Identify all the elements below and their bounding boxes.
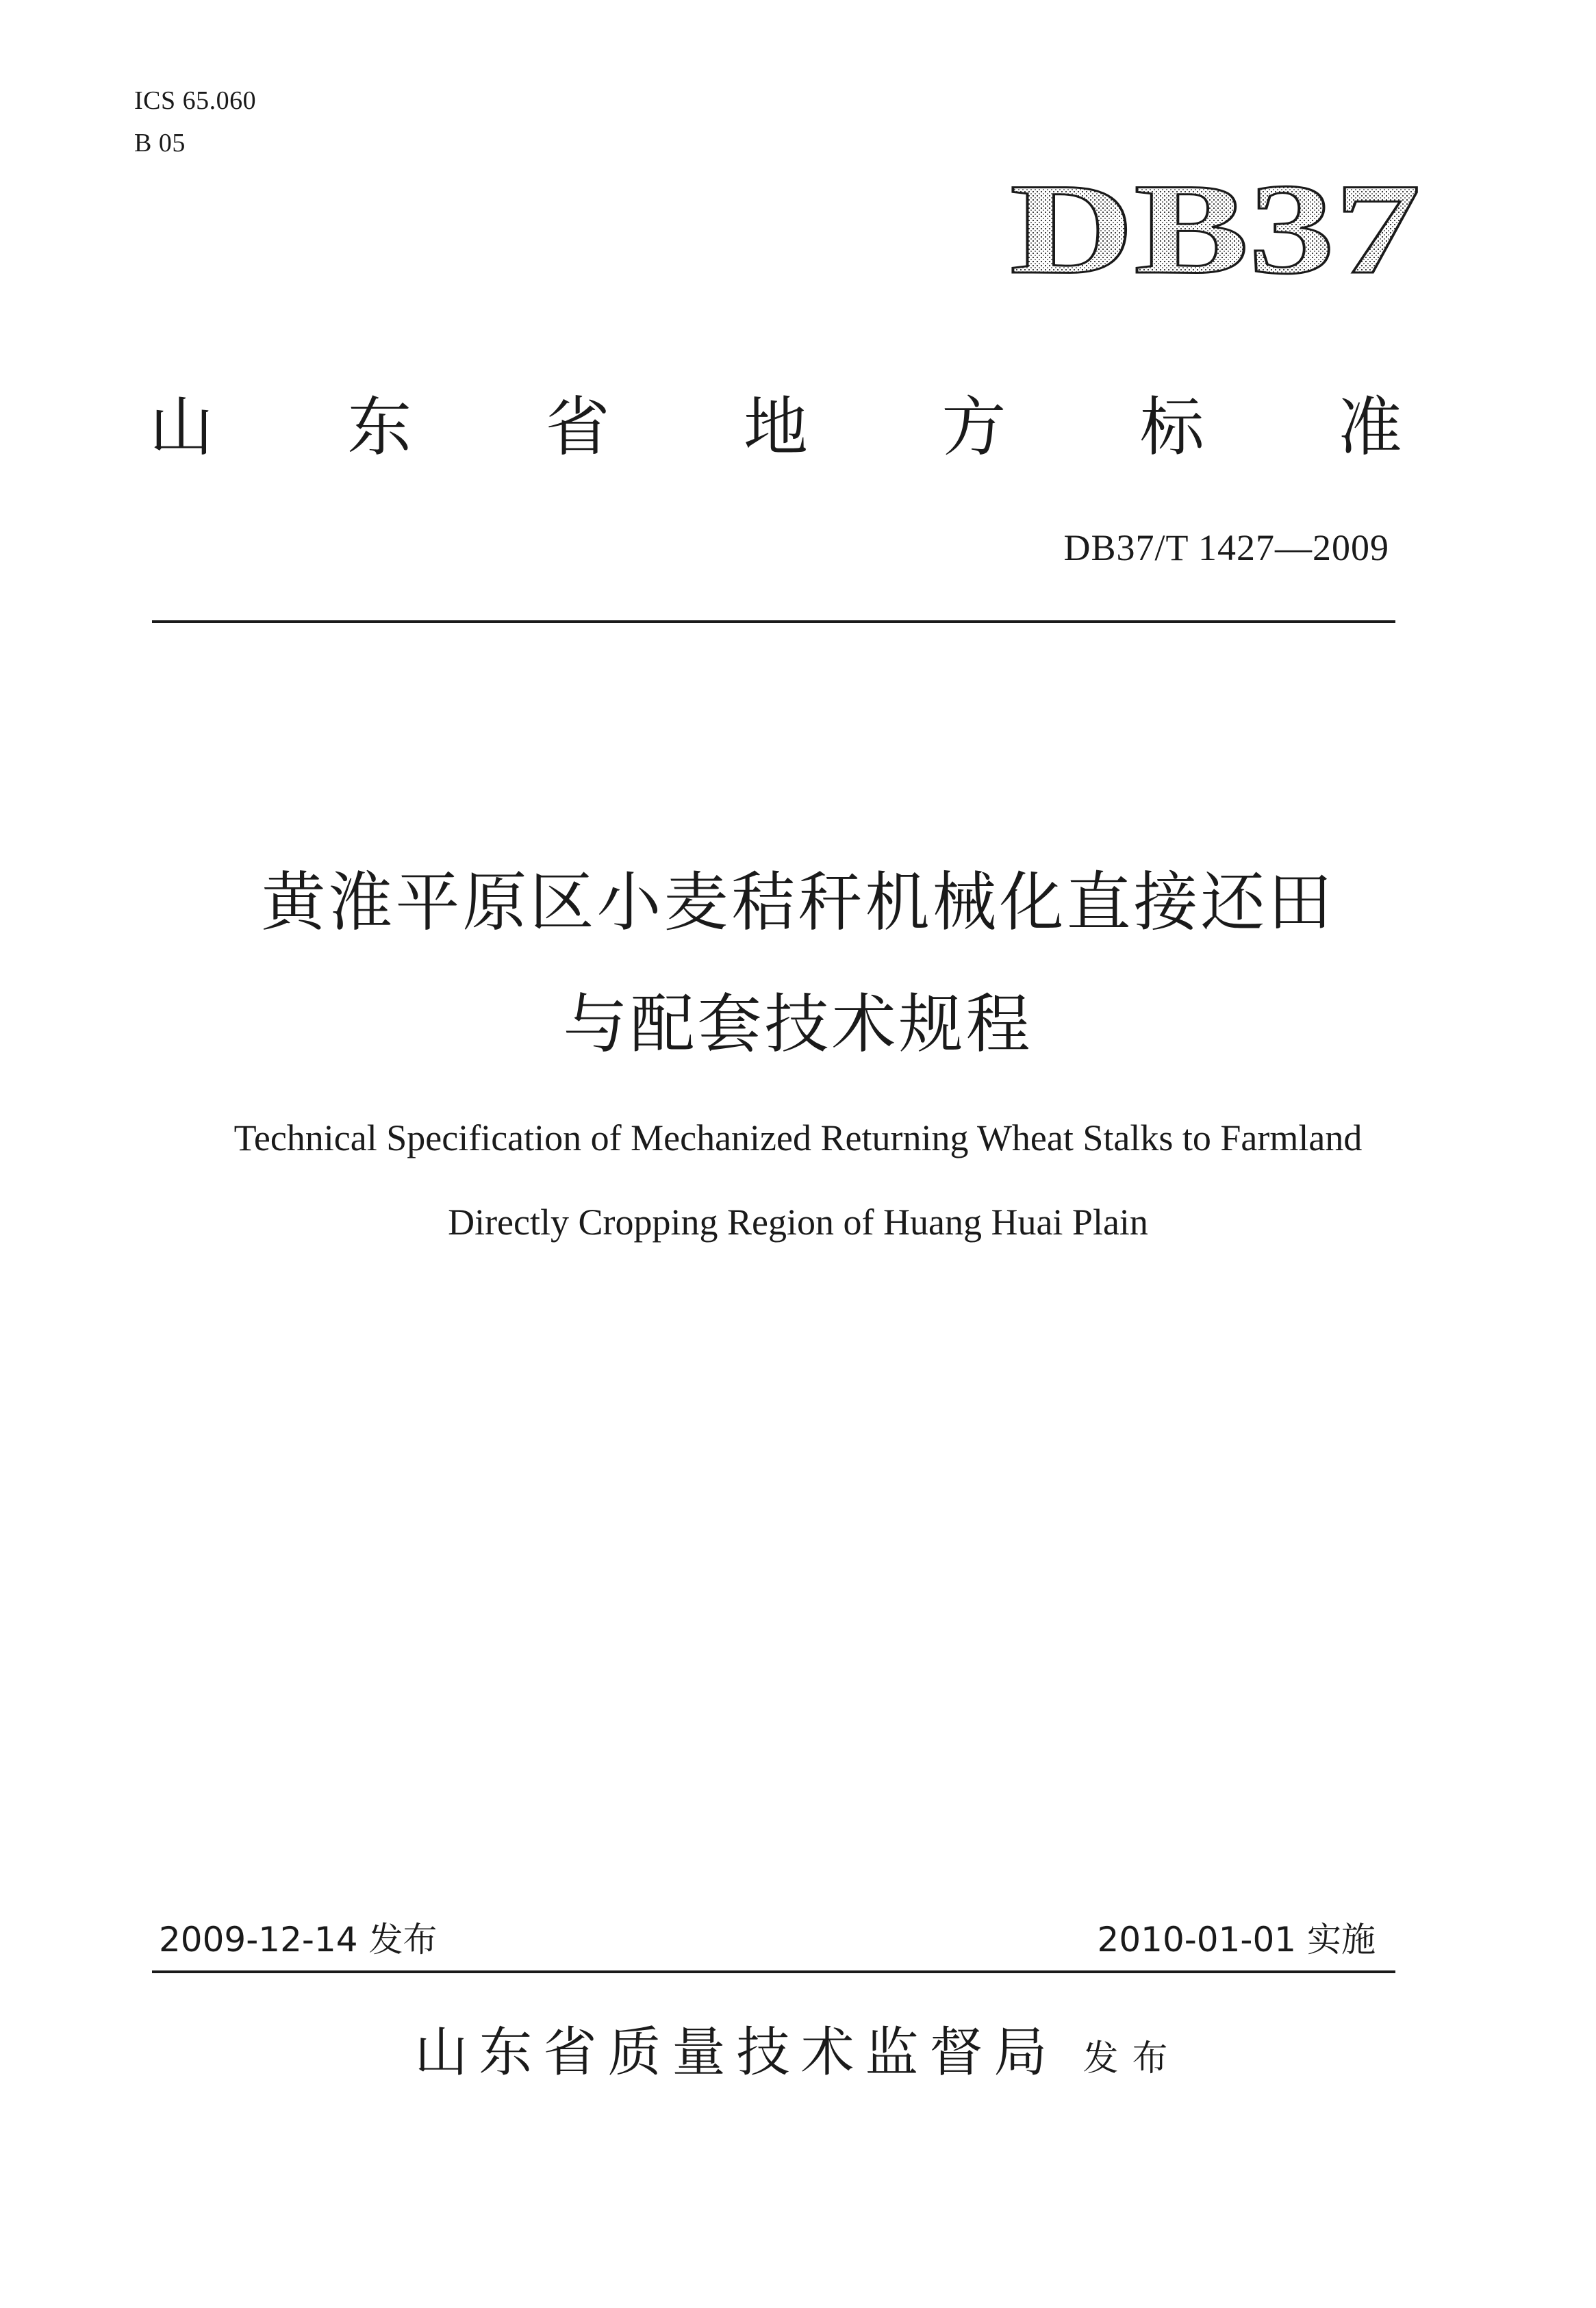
- header-char: 东: [347, 390, 412, 465]
- publisher: [0, 2009, 1596, 2086]
- publisher-name: 山东省质量技术监督局: [414, 2022, 1059, 2083]
- header-char: 山: [149, 390, 214, 465]
- standard-number: DB37/T 1427—2009: [1063, 527, 1389, 568]
- header-char: 省: [545, 390, 610, 465]
- top-divider: [152, 620, 1395, 623]
- issue-date: 2009-12-14 发布: [159, 1920, 438, 1960]
- header-char: 标: [1139, 390, 1204, 465]
- title-english-line-1: Technical Specification of Mechanized Returning Wheat Stalks to Farmland: [233, 1117, 1363, 1158]
- standard-type-title: [149, 383, 1402, 472]
- title-english-line-2: Directly Cropping Region of Huang Huai Plain: [448, 1202, 1148, 1243]
- ics-code: ICS 65.060: [134, 86, 257, 115]
- header-char: 方: [941, 390, 1006, 465]
- title-chinese-line-2: 与配套技术规程: [563, 987, 1033, 1062]
- header-char: 准: [1337, 390, 1402, 465]
- publisher-suffix: 发布: [1082, 2038, 1182, 2079]
- db37-logo: [1003, 170, 1428, 290]
- title-chinese-line-1: 黄淮平原区小麦秸秆机械化直接还田: [261, 865, 1335, 940]
- ccs-code: B 05: [134, 129, 186, 157]
- bottom-divider: [152, 1970, 1395, 1973]
- header-char: 地: [743, 390, 808, 465]
- implementation-date: 2010-01-01 实施: [1097, 1920, 1376, 1960]
- logo-text: DB37: [1010, 170, 1421, 290]
